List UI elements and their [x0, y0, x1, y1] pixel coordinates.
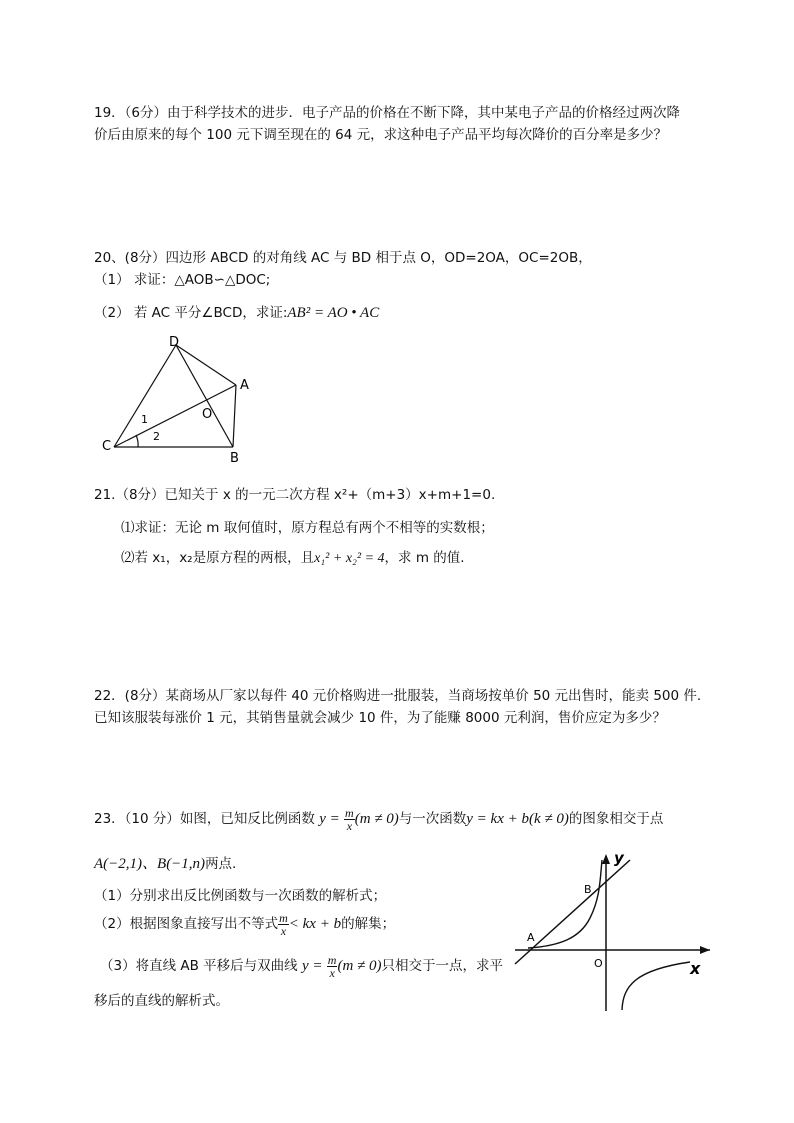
q23-part3-fraction	[327, 954, 338, 979]
label-angle2: 2	[153, 430, 160, 443]
q23-linear: y = kx + b(k ≠ 0)	[466, 811, 569, 827]
x-arrow-icon	[700, 946, 710, 954]
label-y: y	[614, 849, 624, 867]
q22-line1: 22．(8分）某商场从厂家以每件 40 元价格购进一批服装，当商场按单价 50 元出售时，能卖 500 件.	[94, 688, 702, 704]
label-A: A	[527, 931, 535, 944]
q22-line2: 已知该服装每涨价 1 元，其销售量就会减少 10 件，为了能赚 8000 元利润，售价应定为多少？	[94, 710, 666, 726]
q23-part3-a: （3）将直线 AB 平移后与双曲线	[100, 958, 298, 974]
frac-den: x	[280, 923, 287, 938]
q23-stem-c: 的图象相交于点	[568, 811, 664, 827]
y-arrow-icon	[602, 854, 610, 864]
frac-den: x	[346, 818, 353, 833]
diagonal-BD	[176, 345, 233, 447]
q21-part2-b: ，求 m 的值.	[384, 550, 465, 566]
label-O: O	[202, 407, 213, 422]
q19-line2: 价后由原来的每个 100 元下调至现在的 64 元，求这种电子产品平均每次降价的百分率是多少？	[94, 127, 668, 143]
edge-DA	[176, 345, 236, 385]
label-angle1: 1	[141, 413, 148, 426]
q23-part3-y-eq: y =	[301, 958, 323, 974]
q23-points-line	[94, 852, 236, 873]
hyperbola-branch-right	[622, 962, 690, 1010]
q23-part1: （1）分别求出反比例函数与一次函数的解析式；	[94, 888, 387, 904]
q23-part2-a: （2）根据图象直接写出不等式	[94, 916, 279, 932]
label-A: A	[240, 378, 249, 393]
frac-num: m	[345, 805, 354, 820]
label-O: O	[594, 957, 603, 970]
q23-part3-b: 只相交于一点，求平	[381, 958, 504, 974]
label-B: B	[230, 451, 239, 466]
q21-part2-a: ⑵若 x₁，x₂是原方程的两根，且	[121, 550, 315, 566]
q23-graph	[510, 846, 720, 1016]
line-AB	[515, 860, 630, 964]
q21-part1: ⑴求证：无论 m 取何值时，原方程总有两个不相等的实数根；	[121, 520, 494, 536]
q23-stem-b: 与一次函数	[398, 811, 467, 827]
q23-fraction	[344, 807, 355, 832]
q23-ineq: < kx + b	[288, 916, 342, 932]
q19-line1: 19．（6分）由于科学技术的进步．电子产品的价格在不断下降，其中某电子产品的价格经过两次降	[94, 105, 681, 121]
q23-y-eq: y =	[319, 811, 340, 827]
q23-cond: (m ≠ 0)	[354, 811, 399, 827]
q23-points-tail: 两点.	[205, 856, 237, 872]
frac-num: m	[279, 910, 288, 925]
label-B: B	[584, 883, 592, 896]
q23-part3-line2: 移后的直线的解析式。	[94, 993, 229, 1009]
q20-figure	[94, 328, 264, 468]
label-D: D	[168, 335, 180, 350]
q20-part2-text: （2） 若 AC 平分∠BCD，求证:	[94, 305, 288, 321]
angle-arc	[136, 435, 138, 447]
q23-stem	[94, 806, 663, 832]
q21-part2	[121, 546, 465, 567]
frac-num: m	[327, 952, 337, 967]
edge-AB	[233, 385, 236, 447]
q20-part2	[94, 301, 379, 322]
q23-part2	[94, 910, 395, 938]
q20-part1: （1） 求证：△AOB∽△DOC;	[94, 272, 271, 288]
q21-stem: 21.（8分）已知关于 x 的一元二次方程 x²+（m+3）x+m+1=0.	[94, 487, 496, 503]
q23-part3	[100, 952, 503, 980]
q23-part2-b: 的解集；	[341, 916, 396, 932]
q20-formula: AB² = AO • AC	[287, 305, 380, 321]
q23-part3-cond: (m ≠ 0)	[337, 958, 382, 974]
frac-den: x	[329, 965, 335, 980]
q23-part2-fraction	[278, 912, 289, 937]
q23-points: A(−2,1)、B(−1,n)	[94, 856, 206, 872]
hyperbola-branch-left	[528, 860, 602, 948]
q21-formula: x₁² + x₂² = 4	[314, 551, 385, 566]
label-x: x	[690, 959, 701, 978]
q23-stem-a: 23．（10 分）如图，已知反比例函数	[94, 811, 315, 827]
label-C: C	[102, 439, 112, 454]
q20-stem: 20、(8分）四边形 ABCD 的对角线 AC 与 BD 相于点 O，OD=2OA，OC=2OB，	[94, 250, 592, 266]
